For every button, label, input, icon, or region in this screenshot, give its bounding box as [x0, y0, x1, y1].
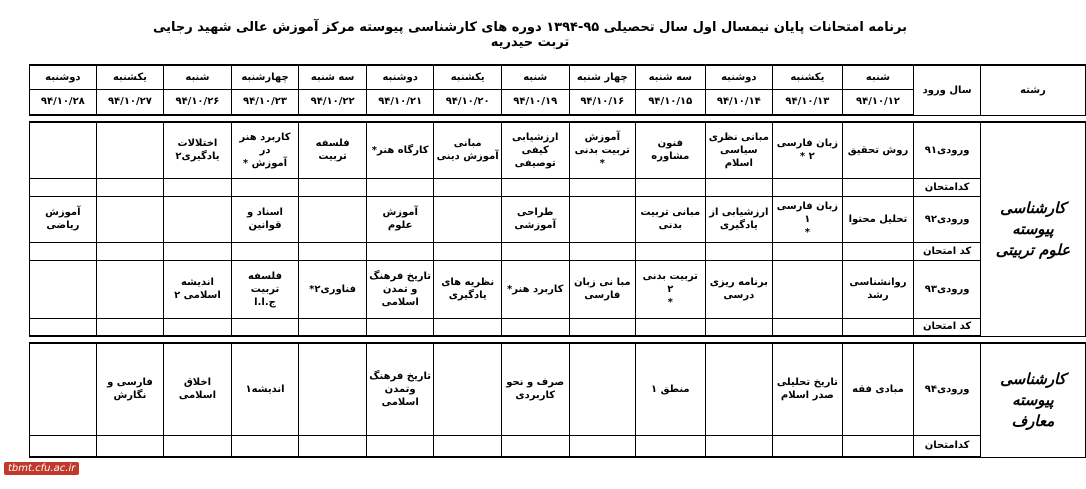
exam-course-cell: [299, 178, 367, 196]
exam-course-cell: [164, 242, 232, 260]
exam-course-cell: تاریخ فرهنگ وتمدن اسلامی: [366, 343, 434, 435]
exam-course-cell: [501, 318, 569, 336]
day-name: دوشنبه: [705, 65, 773, 89]
exam-course-cell: [96, 318, 164, 336]
day-name: سه شنبه: [636, 65, 705, 89]
day-name: شنبه: [501, 65, 569, 89]
exam-course-cell: [366, 435, 434, 457]
exam-course-cell: مبا نی زبان فارسی: [569, 260, 636, 318]
day-date: ۹۴/۱۰/۱۲: [842, 89, 914, 115]
exam-course-cell: [231, 178, 299, 196]
exam-course-cell: [636, 318, 705, 336]
exam-course-cell: [96, 435, 164, 457]
exam-course-cell: [434, 343, 502, 435]
exam-course-cell: تحلیل محتوا: [842, 196, 914, 242]
exam-course-cell: [96, 178, 164, 196]
exam-course-cell: تربیت بدنی ۲ *: [636, 260, 705, 318]
exam-course-cell: [299, 435, 367, 457]
exam-course-cell: مبانی آموزش دینی: [434, 122, 502, 178]
exam-course-cell: اخلاق اسلامی: [164, 343, 232, 435]
day-date: ۹۴/۱۰/۲۶: [164, 89, 232, 115]
exam-course-cell: [299, 343, 367, 435]
day-date: ۹۴/۱۰/۱۳: [773, 89, 842, 115]
exam-course-cell: [164, 318, 232, 336]
exam-course-cell: [30, 435, 97, 457]
exam-course-cell: [705, 178, 773, 196]
exam-course-cell: [501, 178, 569, 196]
day-name: دوشنبه: [30, 65, 97, 89]
exam-course-cell: [30, 178, 97, 196]
exam-course-cell: [705, 318, 773, 336]
entry-year: کد امتحان: [914, 242, 981, 260]
exam-course-cell: اندیشه۱: [231, 343, 299, 435]
exam-course-cell: [96, 242, 164, 260]
exam-course-cell: [366, 178, 434, 196]
exam-course-cell: [299, 242, 367, 260]
exam-course-cell: مبادی فقه: [842, 343, 914, 435]
exam-course-cell: برنامه ریزی درسی: [705, 260, 773, 318]
entry-year: کدامتحان: [914, 178, 981, 196]
exam-course-cell: منطق ۱: [636, 343, 705, 435]
exam-course-cell: [569, 318, 636, 336]
day-name: یکشنبه: [434, 65, 502, 89]
exam-course-cell: [30, 122, 97, 178]
exam-course-cell: [501, 242, 569, 260]
exam-course-cell: اسناد و قوانین: [231, 196, 299, 242]
exam-course-cell: [705, 343, 773, 435]
exam-course-cell: فلسفه تربیت ج.ا.ا: [231, 260, 299, 318]
exam-course-cell: اندیشه اسلامی ۲: [164, 260, 232, 318]
exam-course-cell: آموزش تربیت بدنی *: [569, 122, 636, 178]
exam-course-cell: [501, 435, 569, 457]
exam-course-cell: صرف و نحو کاربردی: [501, 343, 569, 435]
exam-course-cell: [773, 260, 842, 318]
entry-year: ورودی۹۴: [914, 343, 981, 435]
exam-course-cell: [96, 260, 164, 318]
exam-course-cell: [842, 242, 914, 260]
exam-course-cell: زبان فارسی ۱ *: [773, 196, 842, 242]
exam-course-cell: [569, 435, 636, 457]
exam-course-cell: [30, 242, 97, 260]
exam-course-cell: تاریخ تحلیلی صدر اسلام: [773, 343, 842, 435]
section-gap: [30, 336, 1086, 343]
day-name: چهارشنبه: [231, 65, 299, 89]
exam-course-cell: [164, 435, 232, 457]
exam-course-cell: [773, 318, 842, 336]
exam-course-cell: [705, 435, 773, 457]
exam-course-cell: مبانی تربیت بدنی: [636, 196, 705, 242]
day-name: شنبه: [842, 65, 914, 89]
exam-course-cell: [231, 435, 299, 457]
major-name: کارشناسی پیوسته معارف: [980, 343, 1085, 457]
exam-course-cell: طراحی آموزشی: [501, 196, 569, 242]
exam-course-cell: [434, 435, 502, 457]
exam-course-cell: تاریخ فرهنگ و تمدن اسلامی: [366, 260, 434, 318]
exam-course-cell: فنون مشاوره: [636, 122, 705, 178]
exam-course-cell: [164, 178, 232, 196]
exam-course-cell: [636, 242, 705, 260]
exam-course-cell: [434, 196, 502, 242]
exam-course-cell: آموزش ریاضی: [30, 196, 97, 242]
exam-course-cell: [96, 196, 164, 242]
day-name: سه شنبه: [299, 65, 367, 89]
exam-course-cell: [30, 318, 97, 336]
exam-course-cell: فارسی و نگارش: [96, 343, 164, 435]
day-name: یکشنبه: [96, 65, 164, 89]
exam-course-cell: ارزشیابی از یادگیری: [705, 196, 773, 242]
exam-course-cell: [164, 196, 232, 242]
exam-course-cell: [30, 260, 97, 318]
exam-course-cell: آموزش علوم: [366, 196, 434, 242]
exam-course-cell: [434, 178, 502, 196]
day-name: شنبه: [164, 65, 232, 89]
exam-course-cell: [842, 435, 914, 457]
exam-course-cell: روش تحقیق: [842, 122, 914, 178]
exam-course-cell: [705, 242, 773, 260]
exam-course-cell: [842, 318, 914, 336]
exam-course-cell: [299, 318, 367, 336]
day-date: ۹۴/۱۰/۲۸: [30, 89, 97, 115]
exam-course-cell: [96, 122, 164, 178]
exam-course-cell: [30, 343, 97, 435]
entry-year: کدامتحان: [914, 435, 981, 457]
exam-course-cell: [434, 242, 502, 260]
exam-course-cell: [366, 318, 434, 336]
entry-year: ورودی۹۳: [914, 260, 981, 318]
exam-course-cell: [569, 178, 636, 196]
day-date: ۹۴/۱۰/۲۲: [299, 89, 367, 115]
day-date: ۹۴/۱۰/۲۰: [434, 89, 502, 115]
exam-course-cell: کارگاه هنر*: [366, 122, 434, 178]
day-date: ۹۴/۱۰/۱۵: [636, 89, 705, 115]
exam-course-cell: [231, 242, 299, 260]
site-watermark: tbmt.cfu.ac.ir: [4, 462, 79, 475]
exam-course-cell: ارزشیابی کیفی توصیفی: [501, 122, 569, 178]
exam-course-cell: مبانی نظری سیاسی اسلام: [705, 122, 773, 178]
day-date: ۹۴/۱۰/۱۹: [501, 89, 569, 115]
section-gap: [30, 115, 1086, 122]
exam-course-cell: [231, 318, 299, 336]
exam-course-cell: کاربرد هنر در آموزش *: [231, 122, 299, 178]
exam-course-cell: فلسفه تربیت: [299, 122, 367, 178]
exam-course-cell: کاربرد هنر*: [501, 260, 569, 318]
exam-course-cell: [773, 242, 842, 260]
day-name: چهار شنبه: [569, 65, 636, 89]
major-name: کارشناسی پیوسته علوم تربیتی: [980, 122, 1085, 336]
entry-year: ورودی۹۲: [914, 196, 981, 242]
day-date: ۹۴/۱۰/۲۷: [96, 89, 164, 115]
exam-course-cell: روانشناسی رشد: [842, 260, 914, 318]
exam-schedule-table: [29, 64, 1086, 458]
exam-course-cell: [636, 435, 705, 457]
day-date: ۹۴/۱۰/۱۴: [705, 89, 773, 115]
exam-course-cell: [569, 343, 636, 435]
exam-course-cell: [842, 178, 914, 196]
exam-course-cell: فناوری۲*: [299, 260, 367, 318]
exam-course-cell: [299, 196, 367, 242]
page-title: برنامه امتحانات پایان نیمسال اول سال تحصیلی ۹۵-۱۳۹۴ دوره های کارشناسی پیوسته مرکز آموزش عالی شهید رجایی تربت حیدریه: [153, 20, 907, 50]
entry-year: ورودی۹۱: [914, 122, 981, 178]
day-name: دوشنبه: [366, 65, 434, 89]
day-date: ۹۴/۱۰/۲۳: [231, 89, 299, 115]
day-date: ۹۴/۱۰/۲۱: [366, 89, 434, 115]
exam-course-cell: [434, 318, 502, 336]
day-date: ۹۴/۱۰/۱۶: [569, 89, 636, 115]
exam-course-cell: زبان فارسی ۲ *: [773, 122, 842, 178]
entry-header: سال ورود: [914, 65, 981, 115]
exam-course-cell: نظریه های یادگیری: [434, 260, 502, 318]
exam-course-cell: [569, 242, 636, 260]
exam-course-cell: اختلالات یادگیری۲: [164, 122, 232, 178]
major-header: رشته: [980, 65, 1085, 115]
entry-year: کد امتحان: [914, 318, 981, 336]
exam-course-cell: [636, 178, 705, 196]
exam-course-cell: [773, 435, 842, 457]
exam-course-cell: [773, 178, 842, 196]
exam-course-cell: [366, 242, 434, 260]
exam-course-cell: [569, 196, 636, 242]
day-name: یکشنبه: [773, 65, 842, 89]
